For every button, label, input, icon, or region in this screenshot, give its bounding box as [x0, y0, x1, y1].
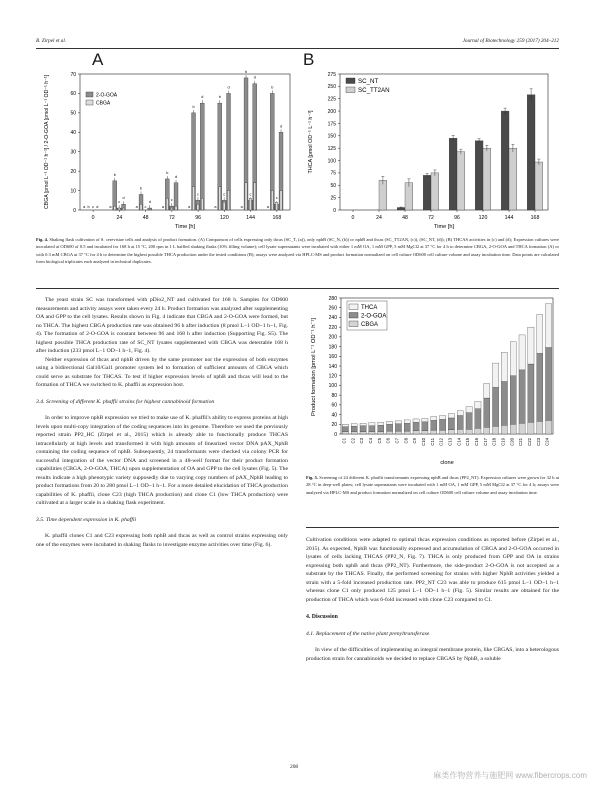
bar-segment-cbga — [528, 422, 534, 434]
x-tick-label: C12 — [438, 438, 444, 446]
bar-segment-thca — [413, 419, 419, 422]
bar-segment-2-o-goa — [369, 426, 375, 432]
y-tick-label: 125 — [327, 145, 336, 152]
bar-segment-thca — [342, 424, 348, 426]
fig4-panel-a-chart — [40, 62, 295, 230]
fig4-panel-b-chart — [300, 62, 555, 230]
bar-label: c — [249, 192, 252, 197]
bar-segment-cbga — [519, 423, 525, 434]
x-tick-label: 0 — [351, 215, 355, 221]
bar-segment-cbga — [448, 430, 454, 434]
x-tick-label: C7 — [394, 438, 400, 444]
bar-segment-2-o-goa — [519, 370, 525, 423]
bar-segment-cbga — [431, 430, 437, 434]
y-tick-label: 60 — [331, 402, 337, 409]
x-tick-label: C5 — [376, 438, 382, 444]
bar-segment-2-o-goa — [386, 424, 392, 431]
x-tick-label: C6 — [385, 438, 391, 444]
y-tick-label: 10 — [70, 188, 76, 195]
bar-label: a — [83, 205, 86, 209]
bar-segment-cbga — [439, 430, 445, 434]
bar-sc_nt — [475, 141, 483, 210]
bar-label: c — [144, 205, 147, 209]
bar-segment-cbga — [537, 421, 543, 434]
bar-segment-cbga — [510, 424, 516, 434]
bar-segment-2-o-goa — [537, 353, 543, 421]
y-tick-label: 275 — [327, 71, 336, 78]
bar-segment-cbga — [351, 432, 357, 434]
bar-segment-2-o-goa — [351, 426, 357, 431]
legend-swatch — [86, 92, 93, 97]
x-tick-label: 96 — [454, 215, 460, 221]
bar-cbga — [175, 206, 177, 210]
x-tick-label: C17 — [482, 438, 488, 446]
legend-swatch — [349, 313, 358, 319]
legend-label: SC_NT — [358, 78, 379, 85]
bar-label: a — [266, 205, 269, 209]
bar-label: d — [227, 85, 230, 90]
y-tick-label: 100 — [327, 158, 336, 165]
x-axis-label: clone — [440, 460, 454, 466]
x-tick-label: 168 — [272, 215, 282, 221]
bar-segment-thca — [378, 422, 384, 425]
y-tick-label: 75 — [330, 170, 336, 177]
x-tick-label: C1 — [341, 438, 347, 444]
fig5-caption — [306, 474, 559, 496]
y-axis-label: THCA [pmol OD⁻¹ L⁻¹ h⁻¹] — [308, 110, 314, 174]
bar-segment-2-o-goa — [431, 420, 437, 430]
y-tick-label: 225 — [327, 96, 336, 103]
bar-segment-thca — [369, 423, 375, 426]
bar-2-o-goa — [200, 103, 204, 210]
y-tick-label: 40 — [331, 412, 337, 419]
running-head-authors: B. Zirpel et al. — [36, 38, 67, 44]
bar-segment-thca — [519, 335, 525, 370]
fig5-caption-rule — [306, 527, 559, 528]
bar-segment-thca — [351, 424, 357, 426]
bar-label: d — [148, 200, 151, 205]
legend-label: 2-O-GOA — [96, 92, 118, 99]
bar-segment-thca — [475, 401, 481, 408]
bar-label: c — [118, 200, 121, 205]
bar-segment-2-o-goa — [475, 409, 481, 428]
bar-cbga — [271, 191, 273, 210]
y-tick-label: 0 — [73, 207, 76, 214]
x-tick-label: C3 — [359, 438, 365, 444]
y-tick-label: 250 — [327, 84, 336, 91]
x-tick-label: C16 — [473, 438, 479, 446]
x-tick-label: C20 — [509, 438, 515, 446]
fig4-panel-b-letter: B — [303, 50, 315, 69]
page-number: 208 — [290, 764, 299, 770]
legend-swatch — [349, 321, 358, 327]
bar-segment-thca — [360, 423, 366, 425]
bar-segment-thca — [537, 315, 543, 354]
bar-label: c — [275, 196, 278, 201]
bar-segment-cbga — [360, 432, 366, 434]
paragraph: The yeast strain SC was transformed with pDio2_NT and cultivated for 168 h. Samples for OD600 measurements and activity assays were taken every 24 h. Product formation was analyzed after supplementing OA and GPP to the cell lysates. Results shown in Fig. 4 indicate that CBGA and 2-O-GOA were formed, but no THCA. The highest CBGA production rate was obtained 96 h after induction (8 pmol L−1 OD−1 h−1, Fig. 4). The formation of 2-O-GOA is constant between 96 and 168 h after induction (Supporting Fig. S5). The highest possible THCA production rate of SC_NT lysates supplemented with CBGA was detectable 168 h after induction (233 pmol L−1 OD−1 h−1, Fig. 4). — [36, 297, 288, 354]
bar-segment-cbga — [475, 428, 481, 434]
bar-segment-cbga — [342, 432, 348, 434]
y-tick-label: 200 — [327, 108, 336, 115]
y-tick-label: 150 — [327, 133, 336, 140]
bar-cbga — [201, 198, 203, 210]
bar-sc_tt2an — [431, 173, 439, 210]
bar-segment-2-o-goa — [422, 422, 428, 431]
y-tick-label: 160 — [328, 354, 337, 361]
bar-label: b — [271, 85, 274, 90]
bar-segment-thca — [404, 420, 410, 423]
y-tick-label: 200 — [328, 334, 337, 341]
legend-label: CBGA — [96, 100, 111, 107]
x-tick-label: C4 — [367, 438, 373, 444]
bar-sc_tt2an — [483, 148, 491, 210]
paragraph: Neither expression of thcas and nphB driven by the same promoter nor the expression of both enzymes using a bidirectional Gal10/Gal1 promoter system led to formation of sufficient amounts of CBGA which could serve as substrate for THCAS. To test if higher expression levels of nphB and thcas will lead to the formation of THCA we switched to K. phaffii as expression host. — [36, 356, 288, 388]
x-tick-label: C22 — [526, 438, 532, 446]
x-tick-label: 48 — [142, 215, 149, 221]
bar-segment-cbga — [484, 427, 490, 434]
x-tick-label: C21 — [518, 438, 524, 446]
x-axis-label: Time [h] — [434, 224, 454, 230]
bar-segment-thca — [431, 417, 437, 421]
bar-segment-2-o-goa — [404, 423, 410, 431]
y-tick-label: 25 — [330, 195, 336, 202]
bar-label: a — [161, 205, 164, 209]
x-tick-label: 96 — [195, 215, 202, 221]
legend-label: 2-O-GOA — [361, 313, 387, 320]
bar-label: d — [201, 95, 204, 100]
bar-segment-cbga — [422, 431, 428, 434]
bar-label: a — [214, 205, 217, 209]
bar-label: d — [122, 196, 125, 201]
bar-segment-cbga — [457, 429, 463, 434]
x-tick-label: 120 — [220, 215, 229, 221]
bar-segment-cbga — [413, 431, 419, 434]
paragraph: K. phaffii clones C1 and C23 expressing both nphB and thcas as well as control strains expressing only one of the enzymes were incubated in shaking flasks to investigate enzyme activities over time (Fig. 6). — [36, 533, 288, 548]
bar-label: a — [109, 205, 112, 209]
bar-label: c — [196, 192, 199, 197]
bar-sc_tt2an — [535, 162, 543, 210]
y-tick-label: 40 — [70, 130, 76, 137]
y-tick-label: 260 — [328, 305, 337, 312]
bar-segment-cbga — [378, 432, 384, 434]
legend-label: CBGA — [361, 322, 379, 328]
bar-segment-2-o-goa — [545, 348, 551, 421]
bar-segment-thca — [439, 416, 445, 420]
bar-segment-2-o-goa — [501, 382, 507, 426]
bar-segment-2-o-goa — [378, 425, 384, 431]
bar-segment-thca — [492, 363, 498, 387]
running-head-journal: Journal of Biotechnology 259 (2017) 204–212 — [462, 38, 559, 44]
bar-segment-cbga — [492, 426, 498, 434]
paragraph: Cultivation conditions were adapted to optimal thcas expression conditions as reported before (Zirpel et al., 2015). As expected, NphB was functionally expressed and accumulation of CBGA and 2-O-GOA occurred in lysates of cells lacking THCAS (PP2_N, Fig. 7). THCA is only produced from GPP and OA in strains expressing both nphB and thcas (PP2_NT). Furthermore, the side-product 2-O-GOA is not accepted as a substrate by the THCAS. Finally, the performed screening for strains with higher NphB activities yielded a strain with a 5-fold increased production rate. PP2_NT C23 was able to produce 615 pmol L−1 OD−1 h−1 whereas clone C1 only produced 125 pmol L−1 OD−1 h−1 (Fig. 5). Similar results are obtained for the production of THCA which was 6-fold increased with clone C23 compared to C1. — [306, 537, 559, 603]
bar-cbga — [197, 204, 199, 210]
watermark: 麻类作物营养与施肥网 www.fibercrops.com — [433, 771, 587, 780]
bar-segment-thca — [510, 342, 516, 376]
bar-sc_tt2an — [509, 148, 517, 210]
bar-cbga — [245, 183, 247, 210]
bar-segment-2-o-goa — [457, 416, 463, 430]
bar-sc_nt — [527, 95, 535, 210]
x-tick-label: 24 — [376, 215, 382, 221]
bar-2-o-goa — [113, 181, 117, 210]
x-tick-label: C8 — [403, 438, 409, 444]
y-tick-label: 20 — [70, 168, 76, 175]
y-axis-label: Product formation [pmol L⁻¹ OD⁻¹ h⁻¹] — [311, 317, 317, 417]
fig4-caption-rule — [36, 288, 559, 289]
bar-cbga — [171, 208, 173, 210]
x-tick-label: C23 — [535, 438, 541, 446]
bar-sc_tt2an — [457, 152, 465, 210]
bar-segment-cbga — [466, 429, 472, 434]
bar-segment-thca — [484, 383, 490, 398]
x-tick-label: C2 — [350, 438, 356, 444]
legend-label: SC_TT2AN — [358, 87, 390, 94]
bar-label: b — [244, 69, 248, 74]
y-tick-label: 175 — [327, 121, 336, 128]
bar-segment-2-o-goa — [342, 427, 348, 432]
bar-sc_tt2an — [405, 183, 413, 210]
x-tick-label: 0 — [91, 215, 95, 221]
bar-cbga — [122, 208, 124, 210]
bar-sc_nt — [423, 175, 431, 210]
bar-cbga — [280, 191, 282, 210]
y-tick-label: 120 — [328, 373, 337, 380]
legend-swatch — [346, 87, 355, 93]
bar-cbga — [166, 198, 168, 210]
bar-sc_nt — [501, 111, 509, 210]
y-axis-label: CBGA [pmol L⁻¹ OD⁻¹ h⁻¹] / 2-O-GOA [pmol L⁻¹ OD⁻¹ h⁻¹] — [44, 74, 50, 210]
bar-label: d — [279, 124, 283, 129]
bar-cbga — [219, 187, 221, 210]
x-tick-label: C18 — [491, 438, 497, 446]
y-tick-label: 50 — [330, 183, 336, 190]
bar-segment-cbga — [501, 425, 507, 434]
x-axis-label: Time [h] — [175, 224, 195, 230]
bar-cbga — [276, 202, 278, 210]
bar-segment-cbga — [386, 431, 392, 434]
header-rule — [36, 48, 559, 49]
bar-cbga — [192, 187, 194, 210]
section-heading-4: 4. Discussion — [306, 614, 338, 620]
bar-label: b — [192, 104, 195, 109]
fig5-chart — [305, 292, 559, 472]
y-tick-label: 240 — [328, 315, 337, 322]
y-tick-label: 140 — [328, 363, 337, 370]
bar-label: c — [170, 198, 173, 203]
bar-segment-cbga — [545, 420, 551, 434]
section-heading-3-5: 3.5. Time dependent expression in K. phaffii — [36, 516, 137, 523]
x-tick-label: 48 — [402, 215, 408, 221]
bar-cbga — [118, 208, 120, 210]
section-heading-3-4: 3.4. Screening of different K. phaffii strains for highest cannabinoid formation — [36, 398, 215, 405]
y-tick-label: 180 — [328, 344, 337, 351]
bar-segment-thca — [386, 421, 392, 424]
bar-label: c — [223, 192, 226, 197]
x-tick-label: C11 — [429, 438, 435, 446]
x-tick-label: 72 — [168, 215, 175, 221]
bar-segment-2-o-goa — [492, 387, 498, 426]
bar-segment-cbga — [395, 431, 401, 434]
x-tick-label: 168 — [530, 215, 540, 221]
x-tick-label: C14 — [456, 438, 462, 446]
bar-2-o-goa — [148, 208, 152, 210]
bar-label: d — [174, 174, 178, 179]
y-tick-label: 30 — [70, 149, 76, 156]
bar-segment-thca — [501, 352, 507, 381]
paragraph: In view of the difficulties of implementing an integral membrane protein, like CBGAS, into a heterologous production strain for cannabinoids we decided to replace CBGAS by NphB, a soluble — [306, 647, 559, 662]
y-tick-label: 100 — [328, 383, 337, 390]
fig4-caption-lead: Fig. 4. — [36, 237, 49, 242]
right-column — [306, 536, 559, 663]
y-tick-label: 220 — [328, 324, 337, 331]
y-tick-label: 0 — [334, 431, 337, 438]
bar-segment-cbga — [369, 432, 375, 434]
x-tick-label: 72 — [428, 215, 434, 221]
bar-label: b — [139, 186, 143, 191]
bar-label: d — [96, 205, 99, 209]
y-tick-label: 60 — [70, 91, 76, 98]
bar-label: d — [253, 75, 256, 80]
bar-segment-thca — [545, 304, 551, 348]
x-tick-label: 24 — [116, 215, 123, 221]
bar-segment-thca — [466, 407, 472, 413]
bar-label: b — [113, 172, 116, 177]
y-tick-label: 50 — [70, 110, 76, 117]
bar-segment-2-o-goa — [510, 376, 516, 425]
bar-segment-2-o-goa — [528, 364, 534, 422]
fig4-caption-text: Shaking flask cultivation of S. cerevisiae cells and analysis of product formation. (A) Comparison of cells expressing only thcas (SC_T, (a)), only nphB (SC_N, (b)) or nphB and thcas (SC_TT2AN, (c)), (SC_NT, (d)); (B) THCAS activities in (c) and (d); Expression cultures were inoculated at OD600 of 0.5 and incubated for 168 h at 15 °C, 200 rpm in 1 L baffled shaking flasks (10% filling volume); cell lysate supernatants were incubated with either 1 mM OA, 1 mM GPP, 5 mM MgCl2 at 37 °C for 4 h to determine CBGA, 2-O-GOA and THCA formation (A) or with 0.3 mM CBGA at 37 °C for 4 h to determine the highest possible THCA production under the tested conditions (B); assays were analyzed via HPLC-MS and product formation normalized on cell culture OD600 cell culture volume and assay incubation time. Data points are calculated from biological triplicates each analyzed in technical duplicates. — [36, 237, 559, 265]
bar-segment-cbga — [404, 431, 410, 434]
bar-sc_tt2an — [379, 180, 387, 210]
bar-segment-2-o-goa — [413, 422, 419, 430]
bar-cbga — [140, 204, 142, 210]
fig4-caption — [36, 236, 559, 266]
legend-swatch — [86, 100, 93, 105]
fig4-panel-a-letter: A — [92, 50, 104, 69]
bar-label: b — [218, 95, 221, 100]
x-tick-label: 144 — [246, 215, 255, 221]
y-tick-label: 70 — [70, 71, 76, 78]
x-tick-label: C10 — [420, 438, 426, 446]
bar-segment-2-o-goa — [448, 418, 454, 430]
bar-segment-2-o-goa — [466, 413, 472, 430]
bar-segment-thca — [457, 411, 463, 416]
bar-segment-2-o-goa — [395, 424, 401, 431]
y-tick-label: 0 — [333, 207, 336, 214]
bar-label: a — [240, 205, 243, 209]
bar-label: c — [91, 205, 94, 209]
fig5-caption-lead: Fig. 5. — [306, 475, 318, 480]
y-tick-label: 20 — [331, 422, 337, 429]
bar-cbga — [227, 191, 229, 210]
bar-label: b — [166, 170, 169, 175]
x-tick-label: C9 — [412, 438, 418, 444]
x-tick-label: 120 — [478, 215, 488, 221]
x-tick-label: C15 — [465, 438, 471, 446]
bar-label: a — [135, 205, 138, 209]
bar-segment-thca — [422, 418, 428, 421]
bar-cbga — [249, 198, 251, 210]
legend-swatch — [349, 304, 358, 310]
bar-segment-2-o-goa — [439, 419, 445, 430]
bar-label: b — [87, 205, 90, 209]
x-tick-label: C13 — [447, 438, 453, 446]
legend-swatch — [346, 78, 355, 84]
bar-segment-2-o-goa — [360, 426, 366, 432]
bar-segment-thca — [448, 414, 454, 418]
section-heading-4-1: 4.1. Replacement of the native plant prenyltransferase — [306, 630, 430, 637]
bar-2-o-goa — [174, 183, 178, 210]
y-tick-label: 280 — [328, 295, 337, 302]
bar-cbga — [254, 183, 256, 210]
x-tick-label: 144 — [504, 215, 514, 221]
bar-segment-thca — [528, 327, 534, 364]
bar-segment-thca — [395, 421, 401, 424]
x-tick-label: C24 — [544, 438, 550, 446]
bar-sc_nt — [449, 138, 457, 210]
y-tick-label: 80 — [331, 392, 337, 399]
x-tick-label: C19 — [500, 438, 506, 446]
bar-cbga — [114, 206, 116, 210]
legend-label: THCA — [361, 305, 378, 311]
paragraph: In order to improve nphB expression we tried to make use of K. phaffii's ability to express proteins at high levels upon multi-copy integration of the coding sequences into its genome. Therefore we used the previously reported strain PP2_HC (Zirpel et al., 2015) which is already able to functionally produce THCAS intracellularly at high levels and transformed it with high amounts of linearized vector DNA pAX_NphB containing the coding sequence of nphB. Subsequently, 24 transformants were checked via colony PCR for successful integration of the vector DNA and screened in a 48-well format for their product formation capabilities (CBGA, 2-O-GOA, THCA) upon supplementation of OA and GPP to the cell lysates (Fig. 5). The results indicate a high phenotypic variety supposedly due to varying copy numbers of pAX_NphB leading to product formations from 20 to 280 pmol L−1 OD−1 h−1. For a more detailed elucidation of THCA production capabilities of K. phaffii, clone C23 (high THCA production) and clone C1 (low THCA production) were cultivated at a larger scale in a shaking flask experiment. — [36, 415, 288, 506]
left-column — [36, 296, 288, 549]
bar-cbga — [223, 202, 225, 210]
bar-segment-2-o-goa — [484, 398, 490, 427]
bar-label: a — [188, 205, 191, 209]
fig5-caption-text: Screening of 24 different K. phaffii transformants expressing nphB and thcas (PP2_NT). Expression cultures were grown for 32 h at 28 °C in deep-well plates; cell lysate supernatants were incubated with 1 mM OA, 1 mM GPP, 5 mM MgCl2 at 37 °C for 4 h; assays were analyzed via HPLC-MS and product formation normalized on cell culture OD600 cell culture volume and assay incubation time. — [306, 475, 560, 495]
